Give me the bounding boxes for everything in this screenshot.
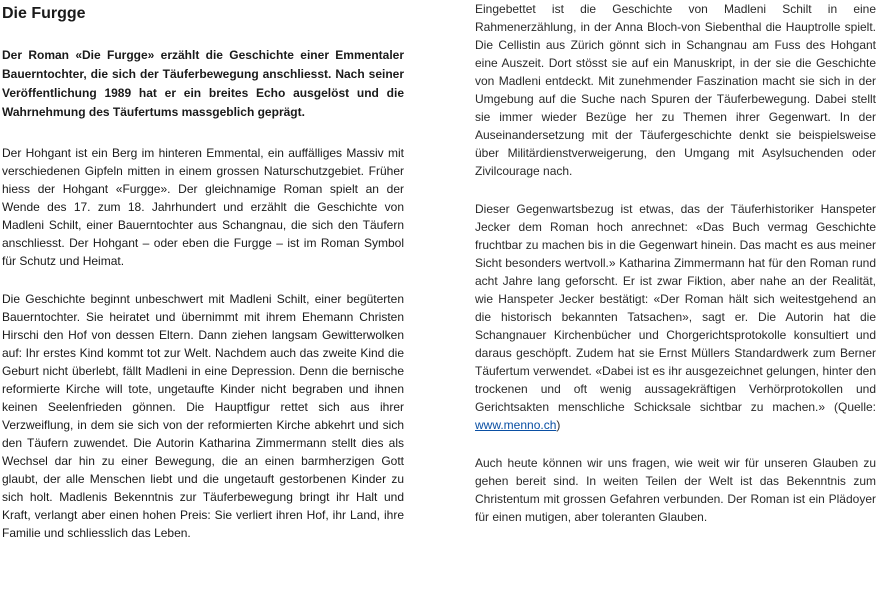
right-column: [475, 0, 876, 546]
paragraph-frame-story: Eingebettet ist die Geschichte von Madleni Schilt in eine Rahmenerzählung, in der Anna Bloch-von Siebenthal die Hauptrolle spielt. Die Cellistin aus Zürich gönnt sich in Schangnau am Fuss des Hohgant eine Auszeit. Dort stösst sie auf ein Manuskript, in der sie die Geschichte von Madleni entdeckt. Mit zunehmender Faszination macht sie sich in der Umgebung auf die Suche nach Spuren der Täuferbewegung. Dabei stellt sie immer wieder Bezüge her zu Themen ihrer Gegenwart. In der Auseinandersetzung mit der Täufergeschichte denkt sie beispielsweise über Militärdienstverweigerung, den Umgang mit Asylsuchenden oder Zivilcourage nach.: [475, 2, 876, 178]
left-column: [2, 4, 404, 562]
paragraph-story: Die Geschichte beginnt unbeschwert mit Madleni Schilt, einer begüterten Bauerntochter. Sie heiratet und übernimmt mit ihrem Ehemann Christen Hirschi den Hof von dessen Eltern. Dann ziehen langsam Gewitterwolken auf: Ihr erstes Kind kommt tot zur Welt. Nachdem auch das zweite Kind die Geburt nicht überlebt, fällt Madleni in eine Depression. Denn die bernische reformierte Kirche will tote, ungetaufte Kinder nicht begraben und ihnen keinen Seelenfrieden gönnen. Die Hauptfigur rettet sich aus ihrer Verzweiflung, in dem sie sich von der reformierten Kirche abkehrt und sich den Täufern zuwendet. Die Autorin Katharina Zimmermann stellt dies als Wechsel dar hin zu einer Bewegung, die an einen barmherzigen Gott glaubt, der alle Menschen liebt und die ungetauft gestorbenen Kinder zu sich holt. Madlenis Bekenntnis zur Täuferbewegung bringt ihr Halt und Kraft, verlangt aber einen hohen Preis: Sie verliert ihren Hof, ihr Land, ihre Familie und schliesslich das Leben.: [2, 292, 404, 540]
paragraph-quote: [475, 200, 876, 434]
source-link[interactable]: www.menno.ch: [475, 418, 557, 432]
paragraph-hohgant: Der Hohgant ist ein Berg im hinteren Emmental, ein auffälliges Massiv mit verschiedenen Gipfeln mitten in einem grossen Naturschutzgebiet. Früher hiess der Hohgant «Furgge». Der gleichnamige Roman spielt an der Wende des 17. zum 18. Jahrhundert und erzählt die Geschichte von Madleni Schilt, einer Bauerntochter aus Schangnau, die sich den Täufern anschliesst. Der Hohgant – oder eben die Furgge – ist im Roman Symbol für Schutz und Heimat.: [2, 146, 404, 268]
paragraph-conclusion: Auch heute können wir uns fragen, wie weit wir für unseren Glauben zu gehen bereit sind. In weiten Teilen der Welt ist das Bekenntnis zum Christentum mit grossen Gefahren verbunden. Der Roman ist ein Plädoyer für einen mutigen, aber toleranten Glauben.: [475, 456, 876, 524]
quote-closing: ): [556, 418, 561, 432]
article-lead: Der Roman «Die Furgge» erzählt die Geschichte einer Emmentaler Bauerntochter, die sich der Täuferbewegung anschliesst. Nach seiner Veröffentlichung 1989 hat er ein breites Echo ausgelöst und die Wahrnehmung des Täufertums massgeblich geprägt.: [2, 48, 404, 119]
article-title: Die Furgge: [2, 5, 86, 22]
quote-text: Dieser Gegenwartsbezug ist etwas, das der Täuferhistoriker Hanspeter Jecker dem Roman hoch anrechnet: «Das Buch vermag Geschichte fruchtbar zu machen bis in die Gegenwart hinein. Das macht es aus meiner Sicht besonders wertvoll.» Katharina Zimmermann hat für den Roman rund acht Jahre lang geforscht. Er ist zwar Fiktion, aber nahe an der Realität, wie Hanspeter Jecker bestätigt: «Der Roman hält sich weitestgehend an die historisch bekannten Tatsachen», sagt er. Die Autorin hat die Schangnauer Kirchenbücher und Chorgerichtsprotokolle konsultiert und daraus geschöpft. Zudem hat sie Ernst Müllers Standardwerk zum Berner Täufertum verwendet. «Dabei ist es ihr ausgezeichnet gelungen, hinter den trockenen und oft wenig aussagekräftigen Verhörprotokollen und Gerichtsakten menschliche Schicksale sichtbar zu machen.» (Quelle:: [475, 202, 876, 414]
